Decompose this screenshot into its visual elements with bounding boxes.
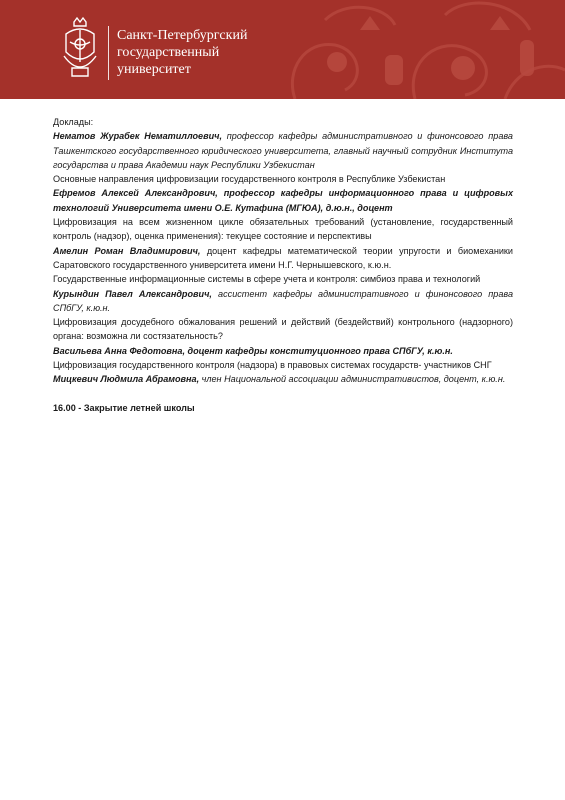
university-name — [117, 27, 247, 78]
talk-title: Цифровизация досудебного обжалования решений и действий (бездействий) контрольного (надзорного) органа: возможна ли состязательность? — [53, 317, 513, 342]
speaker-name: Ефремов Алексей Александрович, — [53, 188, 218, 199]
university-crest-icon — [58, 16, 102, 82]
talk-title: Государственные информационные системы в сфере учета и контроля: симбиоз права и технологий — [53, 274, 481, 285]
talk-speaker-entry — [53, 129, 513, 172]
talk-title: Цифровизация на всем жизненном цикле обязательных требований (установление, государственный контроль (надзор), оценка применения): текущее состояние и перспективы — [53, 217, 513, 242]
university-name-line-3: университет — [117, 62, 191, 77]
talk-speaker-entry — [53, 244, 513, 273]
header-divider — [108, 26, 109, 80]
talk-speaker-entry — [53, 287, 513, 316]
closing-session: 16.00 - Закрытие летней школы — [53, 402, 195, 413]
speaker-name: Курындин Павел Александрович, — [53, 288, 212, 299]
header-banner — [0, 0, 565, 99]
decorative-ornament — [265, 0, 565, 99]
speaker-name: Нематов Журабек Нематиллоевич, — [53, 131, 222, 142]
speaker-name: Васильева Анна Федотовна, — [53, 345, 185, 356]
talk-speaker-entry — [53, 344, 513, 358]
talk-speaker-entry — [53, 372, 513, 386]
talk-title: Цифровизация государственного контроля (надзора) в правовых системах государств- участников СНГ — [53, 360, 492, 371]
speaker-affiliation: доцент кафедры математической теории упругости и биомеханики Саратовского государственного университета имени Н.Г. Чернышевского, к.ю.н. — [53, 245, 513, 270]
talk-title: Основные направления цифровизации государственного контроля в Республике Узбекистан — [53, 174, 446, 185]
speaker-name: Амелин Роман Владимирович, — [53, 245, 201, 256]
speaker-affiliation: доцент кафедры конституционного права СПбГУ, к.ю.н. — [184, 345, 453, 356]
speaker-affiliation: профессор кафедры административного и финонсового права Ташкентского государственного юридического университета, главный научный сотрудник Института государства и права Академии наук Республики Узбекистан — [53, 131, 513, 170]
speaker-affiliation: ассистент кафедры административного и финонсового права СПбГУ, к.ю.н. — [53, 288, 514, 313]
university-name-line-1: Санкт-Петербургский — [117, 28, 248, 43]
speaker-affiliation: профессор кафедры информационного права и цифровых технологий Университета имени О.Е. Кутафина (МГЮА), д.ю.н., доцент — [53, 188, 513, 213]
university-name-line-2: государственный — [117, 45, 220, 60]
speaker-name: Мицкевич Людмила Абрамовна, — [53, 374, 200, 385]
speaker-affiliation: член Национальной ассоциации административистов, доцент, к.ю.н. — [199, 374, 506, 385]
program-content — [53, 115, 513, 415]
talk-speaker-entry — [53, 186, 513, 215]
talks-heading: Доклады: — [53, 117, 94, 127]
